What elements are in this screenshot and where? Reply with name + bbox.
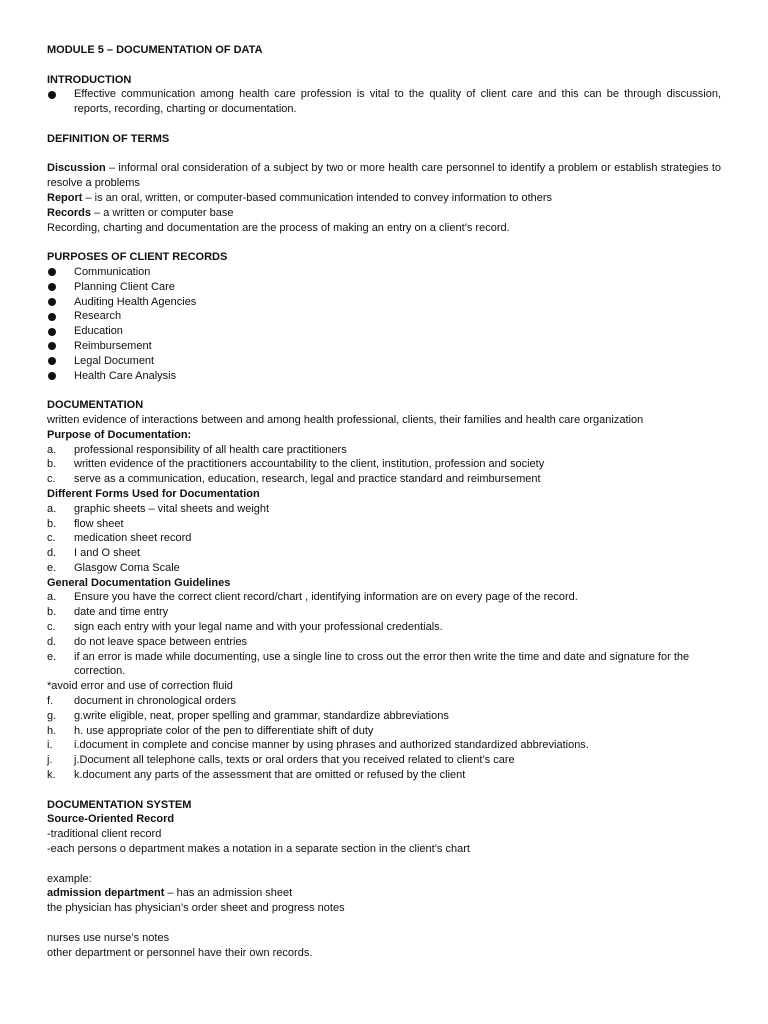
purposes-heading: PURPOSES OF CLIENT RECORDS: [47, 251, 228, 264]
guidelines-note: *avoid error and use of correction fluid: [47, 680, 233, 693]
term-records: Records: [47, 206, 92, 219]
other-line: other department or personnel have their own records.: [47, 946, 313, 959]
documentation-heading: DOCUMENTATION: [47, 399, 144, 412]
definition-discussion-text: – informal oral consideration of a subject by two or more health care personnel to identify a problem or establish strategies to resolve a problems: [47, 162, 721, 190]
definition-report: [47, 191, 721, 206]
spacer: [47, 147, 721, 162]
definition-report-text: – is an oral, written, or computer-based communication intended to convey information to others: [82, 191, 553, 204]
list-item: [47, 339, 721, 354]
document-title: MODULE 5 – DOCUMENTATION OF DATA: [47, 44, 263, 56]
list-item-text: do not leave space between entries: [74, 635, 248, 648]
forms-heading: Different Forms Used for Documentation: [47, 487, 260, 500]
list-item-text: Auditing Health Agencies: [74, 295, 197, 308]
list-marker: c.: [47, 473, 56, 486]
list-marker: a.: [47, 502, 57, 515]
list-item-text: Glasgow Coma Scale: [74, 561, 180, 574]
list-marker: f.: [47, 695, 54, 708]
list-item: [47, 650, 721, 680]
spacer: [47, 58, 721, 73]
list-item: [47, 309, 721, 324]
list-item-text: k.document any parts of the assessment that are omitted or refused by the client: [74, 769, 466, 782]
list-marker: c.: [47, 621, 56, 634]
documentation-definition: written evidence of interactions between and among health professional, clients, their families and health care organization: [47, 413, 644, 426]
list-item: [47, 472, 721, 487]
list-item-text: date and time entry: [74, 606, 169, 619]
admission-text: – has an admission sheet: [164, 887, 293, 900]
list-item-text: I and O sheet: [74, 547, 141, 560]
list-item: [47, 280, 721, 295]
list-item-text: Reimbursement: [74, 339, 152, 352]
bullet-icon: [47, 265, 74, 280]
bullet-icon: [47, 369, 74, 384]
list-marker: a.: [47, 591, 57, 604]
introduction-text: Effective communication among health care profession is vital to the quality of client care and this can be through discussion, reports, recording, charting or documentation.: [74, 88, 721, 116]
system-line-1: -traditional client record: [47, 828, 162, 841]
list-marker: b.: [47, 458, 57, 471]
introduction-heading: INTRODUCTION: [47, 73, 132, 86]
guidelines-heading: General Documentation Guidelines: [47, 576, 231, 589]
nurses-line: nurses use nurse’s notes: [47, 931, 170, 944]
definitions-heading: DEFINITION OF TERMS: [47, 132, 170, 145]
list-marker: e.: [47, 650, 57, 663]
list-item: [47, 635, 721, 650]
list-item: [47, 620, 721, 635]
list-marker: h.: [47, 724, 57, 737]
spacer: [47, 117, 721, 132]
list-item-text: Education: [74, 325, 123, 338]
list-item: [47, 443, 721, 458]
purpose-heading: Purpose of Documentation:: [47, 428, 192, 441]
list-marker: e.: [47, 561, 57, 574]
bullet-icon: [47, 295, 74, 310]
list-item-text: Health Care Analysis: [74, 369, 177, 382]
list-item: [47, 709, 721, 724]
list-marker: g.: [47, 709, 57, 722]
list-item: [47, 768, 721, 783]
list-item-text: sign each entry with your legal name and with your professional credentials.: [74, 621, 443, 634]
list-marker: i.: [47, 739, 53, 752]
list-item: [47, 724, 721, 739]
list-item: [47, 753, 721, 768]
list-item-text: document in chronological orders: [74, 695, 237, 708]
list-item-text: if an error is made while documenting, use a single line to cross out the error then write the time and date and signature for the correction.: [74, 650, 690, 678]
list-item-text: h. use appropriate color of the pen to differentiate shift of duty: [74, 724, 374, 737]
list-item-text: Research: [74, 310, 122, 323]
list-item: [47, 546, 721, 561]
list-item: [47, 265, 721, 280]
list-marker: k.: [47, 769, 56, 782]
list-item: [47, 502, 721, 517]
term-report: Report: [47, 191, 83, 204]
list-item: [47, 590, 721, 605]
list-item: [47, 354, 721, 369]
list-item-text: Legal Document: [74, 354, 155, 367]
list-item: [47, 457, 721, 472]
bullet-icon: [47, 280, 74, 295]
list-marker: d.: [47, 547, 57, 560]
list-item-text: professional responsibility of all health care practitioners: [74, 443, 347, 456]
list-item-text: flow sheet: [74, 517, 124, 530]
introduction-bullet: [47, 87, 721, 117]
list-item: [47, 531, 721, 546]
list-marker: a.: [47, 443, 57, 456]
list-item-text: Ensure you have the correct client record/chart , identifying information are on every page of the record.: [74, 591, 578, 604]
definition-records: [47, 206, 721, 221]
guidelines-list-continued: [47, 694, 721, 783]
definition-recording: Recording, charting and documentation are the process of making an entry on a client’s record.: [47, 221, 510, 234]
bullet-icon: [47, 354, 74, 369]
list-item: [47, 694, 721, 709]
list-item: [47, 561, 721, 576]
definition-discussion: [47, 161, 721, 191]
source-oriented-heading: Source-Oriented Record: [47, 813, 175, 826]
purpose-list: [47, 443, 721, 487]
guidelines-list: [47, 590, 721, 679]
list-item: [47, 738, 721, 753]
list-item-text: i.document in complete and concise manner by using phrases and authorized standardized abbreviations.: [74, 739, 589, 752]
spacer: [47, 235, 721, 250]
definition-records-text: – a written or computer base: [91, 206, 234, 219]
list-item-text: graphic sheets – vital sheets and weight: [74, 502, 270, 515]
list-marker: b.: [47, 606, 57, 619]
list-item-text: medication sheet record: [74, 532, 192, 545]
bullet-icon: [47, 87, 74, 102]
list-item-text: g.write eligible, neat, proper spelling and grammar, standardize abbreviations: [74, 709, 449, 722]
system-line-2: -each persons o department makes a notation in a separate section in the client’s chart: [47, 843, 470, 856]
bullet-icon: [47, 339, 74, 354]
admission-line: [47, 886, 721, 901]
list-marker: j.: [47, 754, 53, 767]
list-item-text: Planning Client Care: [74, 280, 175, 293]
term-discussion: Discussion: [47, 162, 106, 175]
list-item: [47, 324, 721, 339]
system-heading: DOCUMENTATION SYSTEM: [47, 798, 192, 811]
spacer: [47, 916, 721, 931]
list-item: [47, 369, 721, 384]
list-marker: d.: [47, 635, 57, 648]
list-item: [47, 517, 721, 532]
list-item: [47, 605, 721, 620]
spacer: [47, 783, 721, 798]
list-marker: c.: [47, 532, 56, 545]
spacer: [47, 383, 721, 398]
list-item-text: serve as a communication, education, research, legal and practice standard and reimbursement: [74, 473, 541, 486]
spacer: [47, 857, 721, 872]
physician-line: the physician has physician’s order sheet and progress notes: [47, 902, 345, 915]
example-label: example:: [47, 872, 92, 885]
purposes-list: [47, 265, 721, 383]
bullet-icon: [47, 324, 74, 339]
list-item-text: j.Document all telephone calls, texts or oral orders that you received related to client’s care: [74, 754, 515, 767]
forms-list: [47, 502, 721, 576]
list-item-text: written evidence of the practitioners accountability to the client, institution, profession and society: [74, 458, 545, 471]
bullet-icon: [47, 309, 74, 324]
admission-term: admission department: [47, 887, 165, 900]
list-marker: b.: [47, 517, 57, 530]
list-item-text: Communication: [74, 265, 151, 278]
list-item: [47, 295, 721, 310]
